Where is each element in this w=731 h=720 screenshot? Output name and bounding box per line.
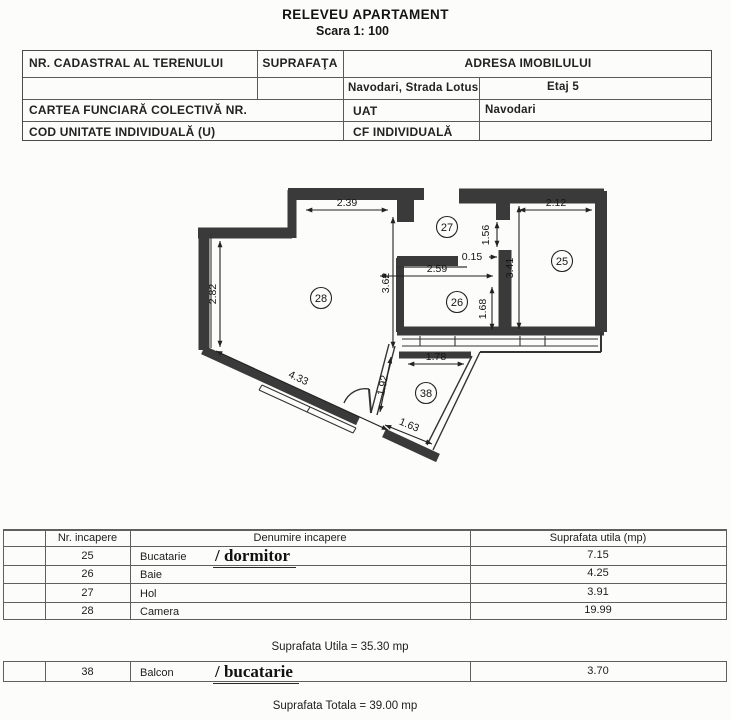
- room-annotation: / dormitor: [213, 546, 296, 568]
- adresa-value: Navodari, Strada Lotus: [348, 82, 479, 94]
- uat-label: UAT: [353, 104, 378, 118]
- room-name: Balcon: [140, 667, 174, 679]
- dim-diag-28: 4.33: [286, 368, 311, 389]
- room-label-25: 25: [555, 256, 569, 268]
- scale-subtitle: Scara 1: 100: [316, 24, 389, 38]
- dim-height-26: 1.68: [477, 298, 489, 320]
- room-nr: 27: [81, 586, 94, 599]
- room-name: Bucatarie: [140, 551, 187, 563]
- room-area: 3.91: [587, 585, 609, 598]
- column-divider: [726, 529, 727, 620]
- col-header-nr: Nr. incapere: [57, 532, 118, 544]
- dim-hall-27: 1.56: [480, 224, 492, 246]
- room-nr: 25: [81, 550, 94, 562]
- dim-height-25: 3.41: [504, 257, 516, 279]
- door-arc: [344, 389, 371, 413]
- cartea-funciara-label: CARTEA FUNCIARĂ COLECTIVĂ NR.: [29, 103, 248, 117]
- row-divider: [3, 565, 727, 566]
- column-divider: [3, 529, 4, 620]
- page-title: RELEVEU APARTAMENT: [282, 7, 449, 22]
- cf-individuala-label: CF INDIVIDUALĂ: [353, 125, 453, 139]
- dim-stub: 0.15: [461, 251, 483, 263]
- room-name: Baie: [140, 569, 163, 581]
- room-area: 19.99: [584, 604, 612, 616]
- dim-top-38: 1.78: [425, 351, 447, 363]
- suprafata-label: SUPRAFAŢA: [262, 56, 338, 70]
- room-area: 4.25: [587, 567, 609, 579]
- row-divider: [3, 602, 727, 603]
- adresa-label: ADRESA IMOBILULUI: [464, 56, 592, 70]
- room-nr: 28: [81, 605, 94, 617]
- row-divider: [3, 546, 727, 547]
- etaj-value: Etaj 5: [547, 81, 579, 93]
- nr-cadastral-label: NR. CADASTRAL AL TERENULUI: [29, 56, 224, 70]
- room-area: 7.15: [587, 549, 609, 561]
- row-divider: [3, 583, 727, 584]
- room-nr: 26: [81, 568, 94, 580]
- balcony-table-row: [3, 661, 727, 682]
- rooms-table: [3, 529, 727, 620]
- dim-left-28: 2.82: [207, 283, 219, 305]
- room-annotation: / bucatarie: [213, 662, 299, 684]
- room-name: Hol: [140, 587, 157, 600]
- column-divider: [130, 662, 131, 681]
- wall-pillar: [496, 202, 510, 220]
- dim-width-26: 2.59: [426, 263, 448, 275]
- uat-value: Navodari: [485, 104, 536, 116]
- dim-top-25: 2.12: [545, 197, 567, 209]
- column-divider: [3, 662, 4, 681]
- room-label-26: 26: [450, 297, 464, 309]
- room-labels: [311, 217, 573, 404]
- dim-top-28: 2.39: [336, 197, 358, 209]
- room-area: 3.70: [587, 665, 609, 677]
- room-label-27: 27: [440, 222, 454, 234]
- dim-right-28: 3.62: [380, 272, 392, 294]
- room-name: Camera: [140, 606, 180, 618]
- cod-unitate-label: COD UNITATE INDIVIDUALĂ (U): [29, 125, 216, 139]
- wall-pillar: [397, 200, 414, 222]
- dim-left-38: 1.92: [375, 374, 391, 397]
- col-header-denumire: Denumire incapere: [253, 532, 347, 544]
- table-border: [3, 529, 727, 531]
- col-header-suprafata: Suprafata utila (mp): [549, 532, 647, 544]
- suprafata-totala: Suprafata Totala = 39.00 mp: [272, 700, 418, 712]
- table-border: [3, 619, 727, 621]
- room-label-28: 28: [314, 293, 328, 305]
- dim-bottom-38: 1.63: [397, 415, 421, 435]
- room-label-38: 38: [419, 388, 433, 400]
- column-divider: [726, 662, 727, 681]
- suprafata-utila-total: Suprafata Utila = 35.30 mp: [271, 641, 409, 653]
- room-nr: 38: [81, 666, 94, 678]
